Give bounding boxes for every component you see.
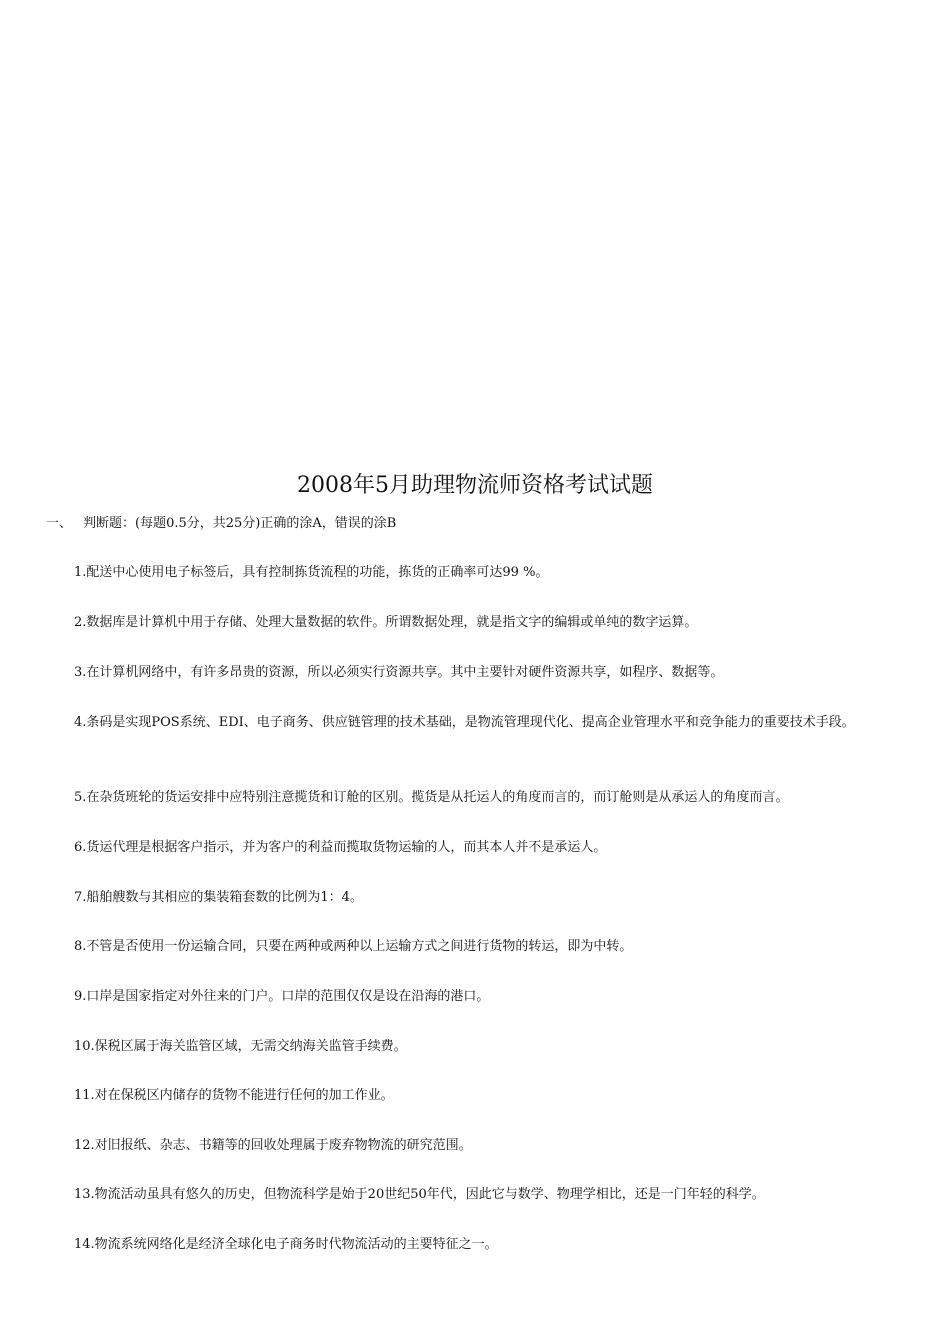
document-title: 2008年5月助理物流师资格考试试题 xyxy=(297,473,653,498)
section-heading xyxy=(46,514,396,534)
question-13: 13.物流活动虽具有悠久的历史，但物流科学是始于20世纪50年代，因此它与数学、物理学相比，还是一门年轻的科学。 xyxy=(74,1187,765,1202)
question-8: 8.不管是否使用一份运输合同，只要在两种或两种以上运输方式之间进行货物的转运，即为中转。 xyxy=(74,939,633,954)
question-9: 9.口岸是国家指定对外往来的门户。口岸的范围仅仅是设在沿海的港口。 xyxy=(74,989,490,1004)
question-12: 12.对旧报纸、杂志、书籍等的回收处理属于废弃物物流的研究范围。 xyxy=(74,1138,472,1153)
section-heading-text: 判断题：(每题0.5分，共25分)正确的涂A，错误的涂B xyxy=(83,516,397,531)
question-6: 6.货运代理是根据客户指示，并为客户的利益而揽取货物运输的人，而其本人并不是承运人。 xyxy=(74,840,607,855)
question-14: 14.物流系统网络化是经济全球化电子商务时代物流活动的主要特征之一。 xyxy=(74,1237,498,1252)
question-1: 1.配送中心使用电子标签后，具有控制拣货流程的功能，拣货的正确率可达99 %。 xyxy=(74,565,549,580)
question-4: 4.条码是实现POS系统、EDI、电子商务、供应链管理的技术基础，是物流管理现代化、提高企业管理水平和竞争能力的重要技术手段。 xyxy=(74,715,855,730)
question-11: 11.对在保税区内储存的货物不能进行任何的加工作业。 xyxy=(74,1088,394,1103)
question-2: 2.数据库是计算机中用于存储、处理大量数据的软件。所谓数据处理，就是指文字的编辑或单纯的数字运算。 xyxy=(74,615,698,630)
question-5: 5.在杂货班轮的货运安排中应特别注意揽货和订舱的区别。揽货是从托运人的角度而言的，而订舱则是从承运人的角度而言。 xyxy=(74,790,789,805)
question-3: 3.在计算机网络中，有许多昂贵的资源，所以必须实行资源共享。其中主要针对硬件资源共享，如程序、数据等。 xyxy=(74,665,724,680)
section-number: 一、 xyxy=(46,516,73,531)
question-10: 10.保税区属于海关监管区域，无需交纳海关监管手续费。 xyxy=(74,1039,407,1054)
question-7: 7.船舶艘数与其相应的集装箱套数的比例为1：4。 xyxy=(74,890,363,905)
